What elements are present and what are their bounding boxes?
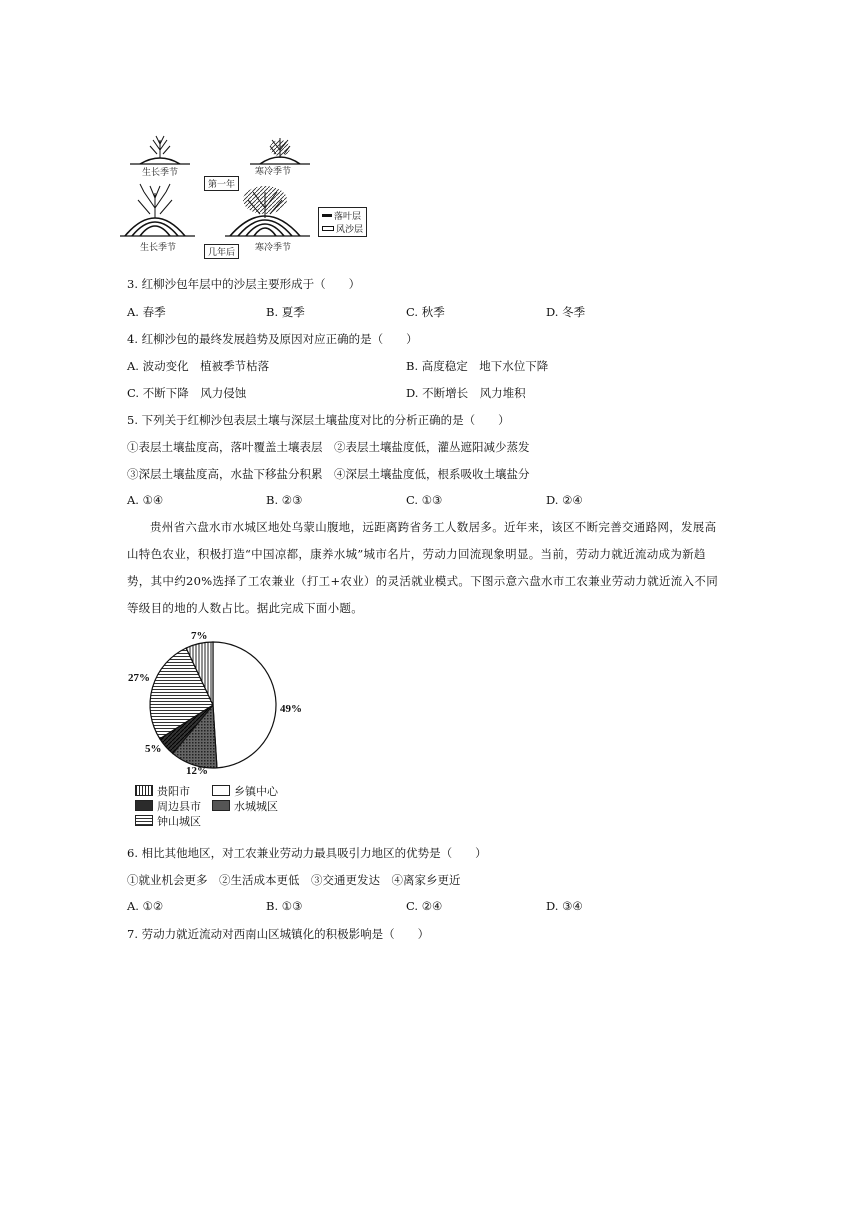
q6-option-c[interactable]: C. ②④: [406, 899, 443, 913]
q5-statement-2: ③深层土壤盐度高，水盐下移盐分积累 ④深层土壤盐度低，根系吸收土壤盐分: [127, 467, 530, 481]
label-years-later: 几年后: [204, 244, 239, 259]
legend-xiangzhen-label: 乡镇中心: [234, 785, 278, 798]
legend-guiyang-label: 贵阳市: [157, 785, 190, 798]
slice-xiangzhen: [213, 642, 276, 768]
swatch-zhoubian: [135, 800, 153, 811]
question-5-stem: 5. 下列关于红柳沙包表层土壤与深层土壤盐度对比的分析正确的是（ ）: [127, 413, 510, 427]
label-dry-season-bottom: 寒冷季节: [255, 243, 292, 253]
reading-passage: 贵州省六盘水市水城区地处乌蒙山腹地，远距离跨省务工人数居多。近年来，该区不断完善交通路网，发展高山特色农业，积极打造“中国凉都，康养水城”城市名片，劳动力回流现象明显。当前，劳动力就近流动成为新趋势，其中约20%选择了工农兼业（打工+农业）的灵活就业模式。下图示意六盘水市工农兼业劳动力就近流入不同等级目的地的人数占比。据此完成下面小题。: [127, 520, 718, 615]
pie-label-zhoubian: 5%: [145, 743, 162, 755]
label-growth-season-bottom: 生长季节: [140, 243, 177, 253]
swatch-shuicheng: [212, 800, 230, 811]
q4-option-b[interactable]: B. 高度稳定 地下水位下降: [406, 359, 549, 373]
q5-option-a[interactable]: A. ①④: [127, 493, 164, 507]
q4-option-d[interactable]: D. 不断增长 风力堆积: [406, 386, 526, 400]
legend-zhoubian: [135, 798, 201, 814]
pie-label-shuicheng: 12%: [186, 765, 208, 777]
legend-xiangzhen: [212, 783, 278, 799]
legend-sand-label: 风沙层: [336, 225, 364, 235]
pie-label-jiangyang: 7%: [191, 630, 208, 642]
q5-statement-1: ①表层土壤盐度高，落叶覆盖土壤表层 ②表层土壤盐度低，灌丛遮阳减少蒸发: [127, 440, 530, 454]
question-3-stem: 3. 红柳沙包年层中的沙层主要形成于（ ）: [127, 277, 361, 291]
q5-option-b[interactable]: B. ②③: [266, 493, 303, 507]
legend-guiyang: [135, 783, 190, 799]
legend-shuicheng: [212, 798, 278, 814]
q6-option-a[interactable]: A. ①②: [127, 899, 164, 913]
q5-option-c[interactable]: C. ①③: [406, 493, 443, 507]
q6-option-b[interactable]: B. ①③: [266, 899, 303, 913]
label-dry-season-top: 寒冷季节: [255, 167, 292, 177]
legend-leaf-layer: [322, 209, 363, 222]
pie-label-xiangzhen: 49%: [280, 703, 302, 715]
question-4-stem: 4. 红柳沙包的最终发展趋势及原因对应正确的是（ ）: [127, 332, 418, 346]
q6-statements: ①就业机会更多 ②生活成本更低 ③交通更发达 ④离家乡更近: [127, 873, 461, 887]
question-6-stem: 6. 相比其他地区，对工农兼业劳动力最具吸引力地区的优势是（ ）: [127, 846, 487, 860]
legend-zhongshan: [135, 813, 201, 829]
q5-option-d[interactable]: D. ②④: [546, 493, 583, 507]
q3-option-c[interactable]: C. 秋季: [406, 305, 445, 319]
question-7-stem: 7. 劳动力就近流动对西南山区城镇化的积极影响是（ ）: [127, 927, 430, 941]
q4-option-c[interactable]: C. 不断下降 风力侵蚀: [127, 386, 247, 400]
legend-zhongshan-label: 钟山城区: [157, 815, 201, 828]
legend-leaf-label: 落叶层: [334, 212, 362, 222]
swatch-zhongshan: [135, 815, 153, 826]
q4-option-a[interactable]: A. 波动变化 植被季节枯落: [127, 359, 270, 373]
legend-zhoubian-label: 周边县市: [157, 800, 201, 813]
pie-chart: [120, 625, 320, 785]
q6-option-d[interactable]: D. ③④: [546, 899, 583, 913]
label-growth-season-top: 生长季节: [142, 168, 179, 178]
legend-sand-layer: [322, 222, 363, 235]
swatch-xiangzhen: [212, 785, 230, 796]
diagram-legend: [318, 207, 367, 237]
swatch-guiyang: [135, 785, 153, 796]
q3-option-a[interactable]: A. 春季: [127, 305, 166, 319]
legend-shuicheng-label: 水城城区: [234, 800, 278, 813]
q3-option-b[interactable]: B. 夏季: [266, 305, 305, 319]
q3-option-d[interactable]: D. 冬季: [546, 305, 586, 319]
label-first-year: 第一年: [204, 176, 239, 191]
pie-label-zhongshan: 27%: [128, 672, 150, 684]
